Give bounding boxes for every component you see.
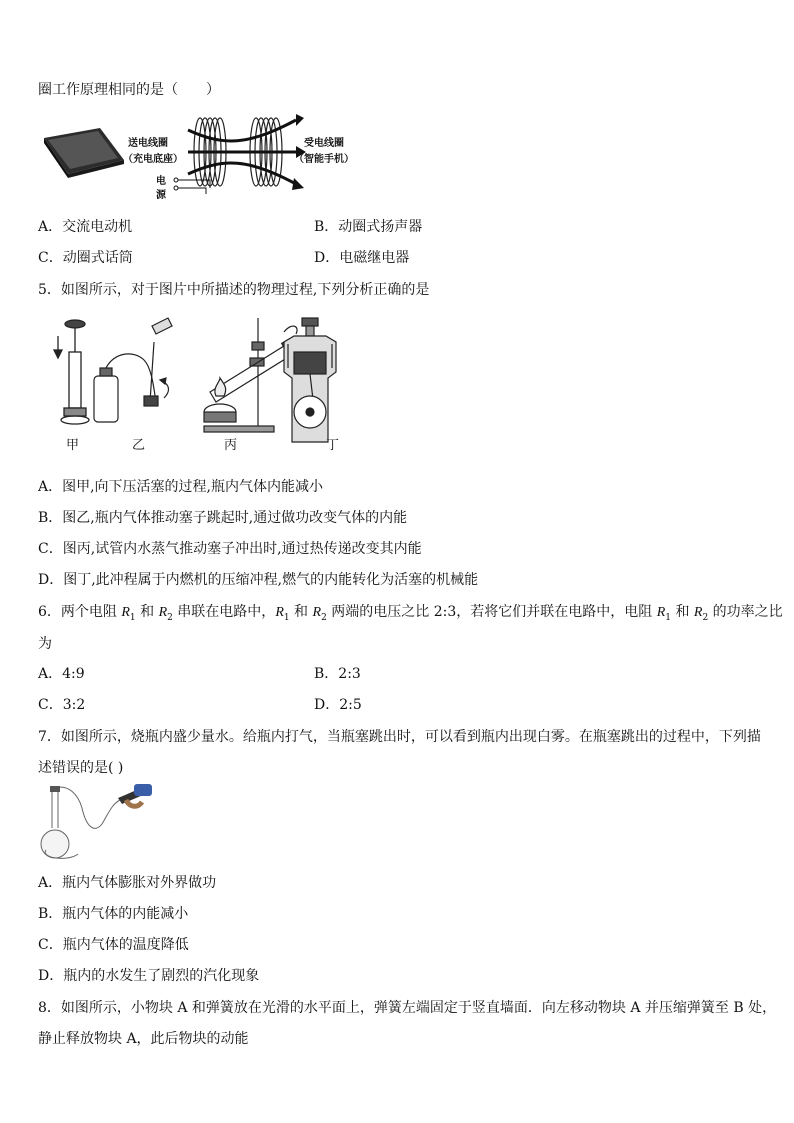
question-4-stem-tail: 圈工作原理相同的是（ ） [38,82,220,98]
question-8-stem-line1: 8．如图所示，小物块 A 和弹簧放在光滑的水平面上，弹簧左端固定于竖直墙面．向左移动物块 A 并压缩弹簧至 B 处， [38,1000,777,1016]
subscript-1: 1 [129,612,136,623]
subscript-1: 1 [283,612,290,623]
q6-and-2: 和 [289,604,313,620]
r-symbol: R [158,605,168,620]
fig-label-jia: 甲 [66,438,80,453]
question-7-stem-line2: 述错误的是( ) [38,760,124,776]
r-symbol: R [275,605,284,620]
q7-option-d: D．瓶内的水发生了剧烈的汽化现象 [38,968,260,984]
receive-coil-sub-label: （智能手机） [294,154,354,165]
q6-option-c: C．3:2 [38,697,86,713]
question-6-stem-line2: 为 [38,636,52,652]
subscript-2: 2 [167,612,173,623]
bottle-image [94,318,172,422]
q5-option-b: B．图乙,瓶内气体推动塞子跳起时,通过做功改变气体的内能 [38,510,408,526]
send-coil-label: 送电线圈 [128,138,168,149]
power-label-2: 源 [156,190,166,201]
fig-label-ding: 丁 [326,438,340,453]
q5-figure [44,312,374,462]
q6-text-1: 6．两个电阻 [38,604,122,620]
q6-text-2: 串联在电路中， [172,604,276,620]
q6-and-1: 和 [135,604,159,620]
r-symbol: R [121,605,130,620]
subscript-1: 1 [665,612,671,623]
flask-pump-image [38,784,158,864]
q5-option-a: A．图甲,向下压活塞的过程,瓶内气体内能减小 [38,479,324,495]
receive-coil-label: 受电线圈 [304,138,344,149]
q6-and-3: 和 [671,604,694,620]
q4-option-a: A．交流电动机 [38,219,133,235]
q4-option-d: D．电磁继电器 [314,250,410,266]
wireless-charging-figure [38,108,368,208]
question-7-stem-line1: 7．如图所示，烧瓶内盛少量水。给瓶内打气，当瓶塞跳出时，可以看到瓶内出现白雾。在瓶塞跳出的过程中，下列描 [38,729,761,745]
q7-figure [38,784,158,864]
question-8-stem-line2: 静止释放物块 A，此后物块的动能 [38,1031,249,1047]
q5-option-c: C．图丙,试管内水蒸气推动塞子冲出时,通过热传递改变其内能 [38,541,422,557]
pump-image [54,320,89,424]
q6-option-b: B．2:3 [314,666,361,682]
q6-option-a: A．4:9 [38,666,85,682]
test-tube-setup-image [204,318,297,432]
q6-text-4: 的功率之比 [708,604,783,620]
power-label-1: 电 [156,176,166,187]
q5-diagram [44,312,374,462]
fig-label-yi: 乙 [132,438,146,453]
q4-option-b: B．动圈式扬声器 [314,219,423,235]
fig-label-bing: 丙 [224,438,238,453]
subscript-2: 2 [321,612,327,623]
phone-image [44,128,124,178]
q6-text-3: 两端的电压之比 2:3，若将它们并联在电路中，电阻 [326,604,657,620]
q6-option-d: D．2:5 [314,697,362,713]
r-symbol: R [693,605,703,620]
question-6-stem [38,602,783,628]
q7-option-a: A．瓶内气体膨胀对外界做功 [38,875,217,891]
q7-option-b: B．瓶内气体的内能减小 [38,906,189,922]
q7-option-c: C．瓶内气体的温度降低 [38,937,189,953]
q5-option-d: D．图丁,此冲程属于内燃机的压缩冲程,燃气的内能转化为活塞的机械能 [38,572,479,588]
r-symbol: R [312,605,322,620]
engine-image [284,318,336,442]
r-symbol: R [656,605,666,620]
q4-option-c: C．动圈式话筒 [38,250,133,266]
question-5-stem: 5．如图所示，对于图片中所描述的物理过程,下列分析正确的是 [38,282,430,298]
send-coil-sub-label: （充电底座） [123,154,183,165]
subscript-2: 2 [702,612,709,623]
